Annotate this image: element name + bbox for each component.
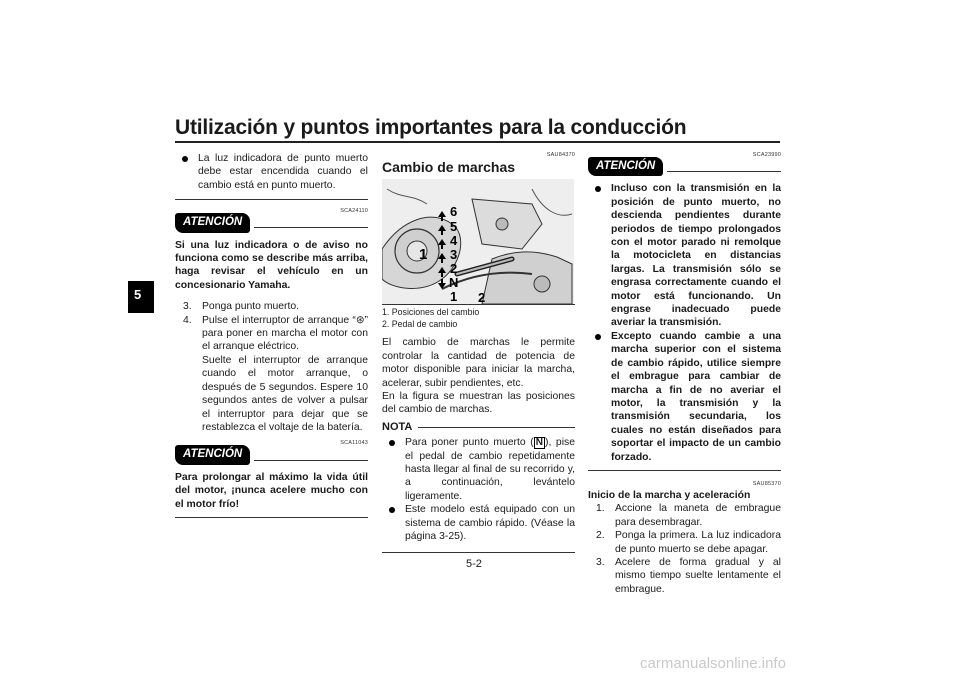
bullet-item [588,182,781,329]
atencion-badge: ATENCIÓN [175,445,250,464]
atencion-text: Si una luz indicadora o de aviso no funciona como se describe más arriba, haga revisar el vehículo en un concesionario Yamaha. [175,239,368,291]
section-code: SCA23990 [752,152,781,158]
gear-label: 1 [450,289,458,305]
callout-shift-pedal: 2 [478,290,486,305]
step-item [588,556,781,596]
gear-shift-figure [382,179,574,304]
atencion-header [175,213,368,232]
step-item [175,314,368,354]
bullet-icon [595,186,601,192]
step-continuation [175,354,368,434]
section-code: SAU85370 [752,480,781,487]
callout-shift-positions: 1 [419,246,428,264]
step-text: Ponga punto muerto. [202,301,300,313]
title-rule [175,141,780,143]
nota-label: NOTA [382,420,413,433]
figure-caption: 2. Pedal de cambio [382,318,458,329]
divider [175,517,368,518]
watermark: carmanualsonline.info [640,655,786,672]
step-text: Pulse el interruptor de arranque “ [202,314,356,326]
gear-label: 4 [450,233,458,249]
gear-label: 2 [450,261,458,277]
bullet-item [382,503,575,543]
bullet-item [588,330,781,464]
step-text: ” para poner en marcha el motor con el arranque eléctrico. [202,314,368,353]
step-text: Ponga la primera. La luz indicadora de punto muerto se debe apagar. [615,530,781,555]
gear-shift-illustration [382,179,574,304]
step-number: 1. [596,503,605,515]
step-text: Acelere de forma gradual y al mismo tiempo suelte lentamente el embrague. [615,556,781,595]
section-code: SAU84370 [546,152,575,158]
atencion-badge: ATENCIÓN [588,157,663,176]
start-switch-icon: ⊛ [355,314,365,326]
page-number: 5-2 [466,558,482,570]
bullet-item [175,152,368,192]
subsection-heading: Inicio de la marcha y aceleración [588,489,751,501]
atencion-rule [254,460,368,461]
divider [588,470,781,471]
body-paragraph: El cambio de marchas le permite controlar la cantidad de potencia de motor disponible para iniciar la marcha, acelerar, subir pendientes, etc. [382,337,575,389]
bullet-icon [182,156,188,162]
step-number: 3. [596,556,605,568]
step-number: 3. [183,301,192,313]
atencion-rule [667,171,781,172]
bullet-text: Para poner punto muerto ( [405,437,534,449]
gear-label: 6 [450,204,458,220]
column-1 [175,152,368,518]
divider [382,552,575,553]
section-code: SCA11043 [340,440,368,447]
step-number: 4. [183,314,192,326]
section-heading: Cambio de marchas [382,159,516,175]
bullet-icon [595,334,601,340]
nota-header [382,421,575,434]
gear-label: N [449,275,459,291]
divider [175,199,368,200]
atencion-badge: ATENCIÓN [175,213,250,232]
atencion-text: Para prolongar al máximo la vida útil del motor, ¡nunca acelere mucho con el motor frío! [175,471,368,510]
bullet-text: Excepto cuando cambie a una marcha superior con el sistema de cambio rápido, utilice siempre el embrague para cambiar de marcha a fin de no averiar el motor, la transmisión y la transmisión secundaria, los cuales no están diseñados para soportar el impacto de un cambio forzado. [611,330,781,463]
step-item [175,300,368,313]
column-2 [382,152,575,553]
section-code: SCA24110 [340,208,368,215]
step-text: Suelte el interruptor de arranque cuando el motor arranque, o después de 5 segundos. Espere 10 segundos antes de volver a pulsar el interruptor para dejar que se restablezca el voltaje de la batería. [202,354,368,433]
step-number: 2. [596,530,605,542]
step-item [588,529,781,556]
figure-caption: 1. Posiciones del cambio [382,307,480,318]
page-title: Utilización y puntos importantes para la conducción [175,116,687,139]
divider [382,304,575,305]
bullet-item [382,436,575,503]
atencion-rule [254,227,368,228]
chapter-tab: 5 [128,281,154,313]
gear-label: 5 [450,219,458,235]
bullet-text: Incluso con la transmisión en la posición de punto muerto, no descienda pendientes durante periodos de tiempo prolongados con el motor parado ni remolque la motocicleta en distancias largas. La transmisión sólo se engrasa correctamente cuando el motor está funcionando. Un engrase inadecuado puede averiar la transmisión. [611,183,781,329]
bullet-text: La luz indicadora de punto muerto debe estar encendida cuando el cambio está en punto muerto. [198,153,368,191]
step-text: Accione la maneta de embrague para desembragar. [615,503,781,528]
nota-rule [418,427,575,428]
body-paragraph: En la figura se muestran las posiciones del cambio de marchas. [382,391,575,416]
atencion-header [588,157,781,176]
neutral-icon: N [535,437,543,449]
bullet-icon [389,507,395,513]
bullet-icon [389,440,395,446]
step-item [588,502,781,529]
gear-label: 3 [450,247,458,263]
column-3 [588,152,781,596]
bullet-text: Este modelo está equipado con un sistema de cambio rápido. (Véase la página 3-25). [405,504,575,543]
atencion-header [175,445,368,464]
bullet-text: ), pise el pedal de cambio repetidamente hasta llegar al final de su recorrido y, a continuación, levántelo ligeramente. [405,437,575,502]
